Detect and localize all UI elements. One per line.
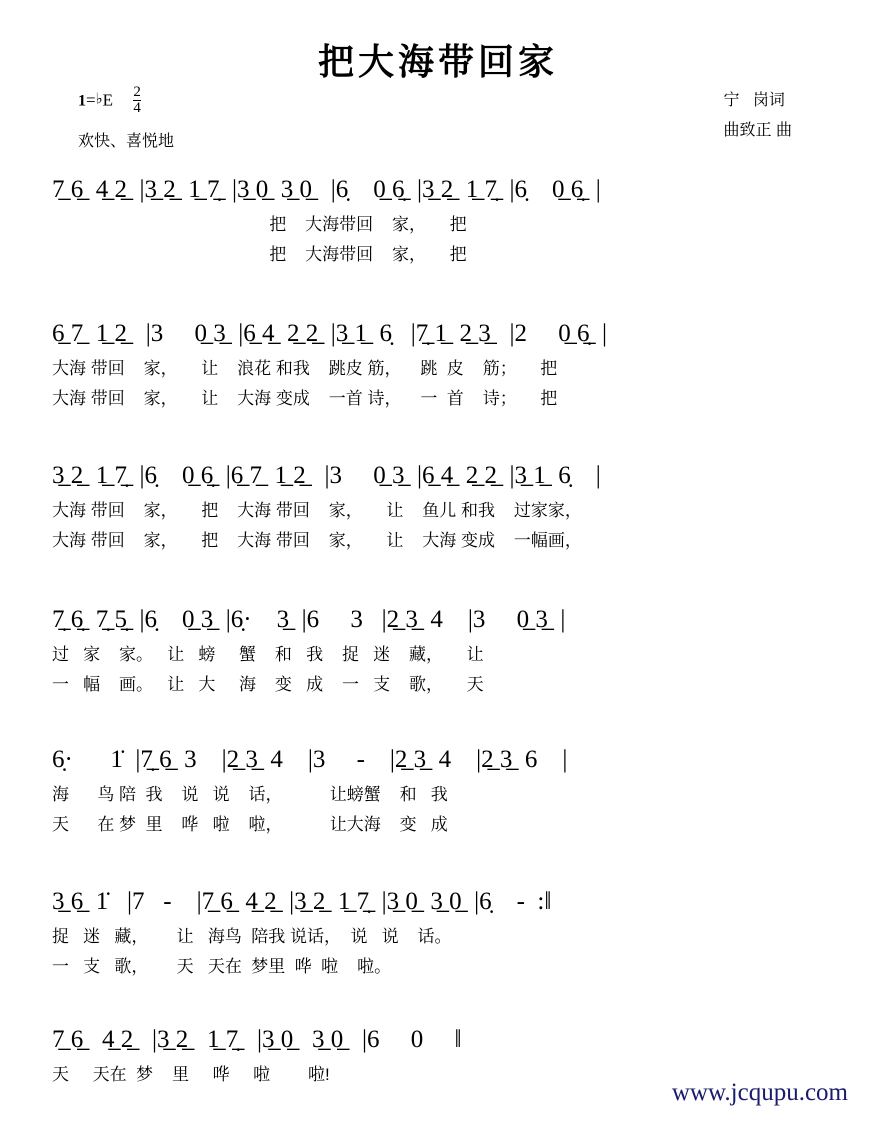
time-signature — [133, 85, 141, 116]
lyric-line-2: 天 在 梦 里 哗 啦 啦， 让大海 变 成 — [52, 815, 448, 834]
tempo-marking: 欢快、喜悦地 — [78, 133, 175, 150]
lyric-line-1: 捉 迷 藏， 让 海鸟 陪我 说话， 说 说 话。 — [52, 927, 452, 946]
lyric-line-2: 大海 带回 家， 让 大海 变成 一首 诗， 一 首 诗； 把 — [52, 389, 558, 408]
note-row: 3̲ 6̲ 1̇ |7 - |7̲ 6̲ 4̲ 2̲ |3̲ 2̲ 1̲ 7̣̲ |3̲ 0̲ 3̲ 0̲ |6̣ - :‖ — [52, 888, 552, 915]
composer-credit: 曲致正 曲 — [723, 122, 792, 140]
note-row: 6̣· 1̇ |7̣̲ 6̲ 3 |2̲ 3̲ 4 |3 - |2̲ 3̲ 4 |2̲ 3̲ 6 | — [52, 746, 568, 773]
lyric-line-1: 把 大海带回 家， 把 — [52, 215, 467, 234]
note-row: 6̲ 7̲ 1̲ 2̲ |3 0̲ 3̲ |6̲ 4̲ 2̲ 2̲ |3̲ 1̲ 6̣ |7̣̲ 1̲ 2̲ 3̲ |2 0̲ 6̣̲ | — [52, 320, 608, 347]
lyric-line-1: 大海 带回 家， 让 浪花 和我 跳皮 筋， 跳 皮 筋； 把 — [52, 359, 558, 378]
meter-numerator: 2 — [133, 84, 141, 100]
key-note: E — [102, 90, 114, 110]
note-row: 3̲ 2̲ 1̲ 7̣̲ |6̣ 0̲ 6̣̲ |6̲ 7̲ 1̲ 2̲ |3 0̲ 3̲ |6̲ 4̲ 2̲ 2̲ |3̲ 1̲ 6̣ | — [52, 462, 601, 489]
flat-icon: ♭ — [95, 91, 103, 108]
key-tonic: 1 — [78, 92, 86, 110]
lyric-line-2: 一 支 歌， 天 天在 梦里 哗 啦 啦。 — [52, 957, 392, 976]
meter-denominator: 4 — [133, 100, 141, 116]
lyric-line-1: 大海 带回 家， 把 大海 带回 家， 让 鱼儿 和我 过家家， — [52, 501, 582, 520]
note-row: 7̲ 6̲ 4̲ 2̲ |3̲ 2̲ 1̲ 7̣̲ |3̲ 0̲ 3̲ 0̲ |6 0 ‖ — [52, 1026, 462, 1053]
lyric-line-1: 天 天在 梦 里 哗 啦 啦! — [52, 1065, 330, 1084]
key-equals: = — [86, 90, 96, 110]
key-signature — [78, 86, 141, 117]
note-row: 7̣̲ 6̣̲ 7̣̲ 5̣̲ |6̣ 0̲ 3̲ |6̣· 3̲ |6 3 |2̲ 3̲ 4 |3 0̲ 3̲ | — [52, 606, 566, 633]
credits — [724, 86, 792, 147]
lyricist-credit: 宁 岗词 — [723, 92, 785, 109]
note-row: 7̲ 6̲ 4̲ 2̲ |3̲ 2̲ 1̲ 7̣̲ |3̲ 0̲ 3̲ 0̲ |6̣ 0̲ 6̣̲ |3̲ 2̲ 1̲ 7̣̲ |6̣ 0̲ 6̣̲ | — [52, 176, 601, 203]
page-title: 把大海带回家 — [317, 42, 558, 82]
lyric-line-2: 大海 带回 家， 把 大海 带回 家， 让 大海 变成 一幅画， — [52, 531, 582, 550]
lyric-line-2: 一 幅 画。 让 大 海 变 成 一 支 歌， 天 — [52, 675, 484, 694]
watermark-url: www.jcqupu.com — [671, 1079, 848, 1106]
lyric-line-1: 过 家 家。 让 螃 蟹 和 我 捉 迷 藏， 让 — [52, 645, 484, 664]
lyric-line-2: 把 大海带回 家， 把 — [52, 245, 467, 264]
lyric-line-1: 海 鸟 陪 我 说 说 话， 让螃蟹 和 我 — [52, 785, 448, 804]
